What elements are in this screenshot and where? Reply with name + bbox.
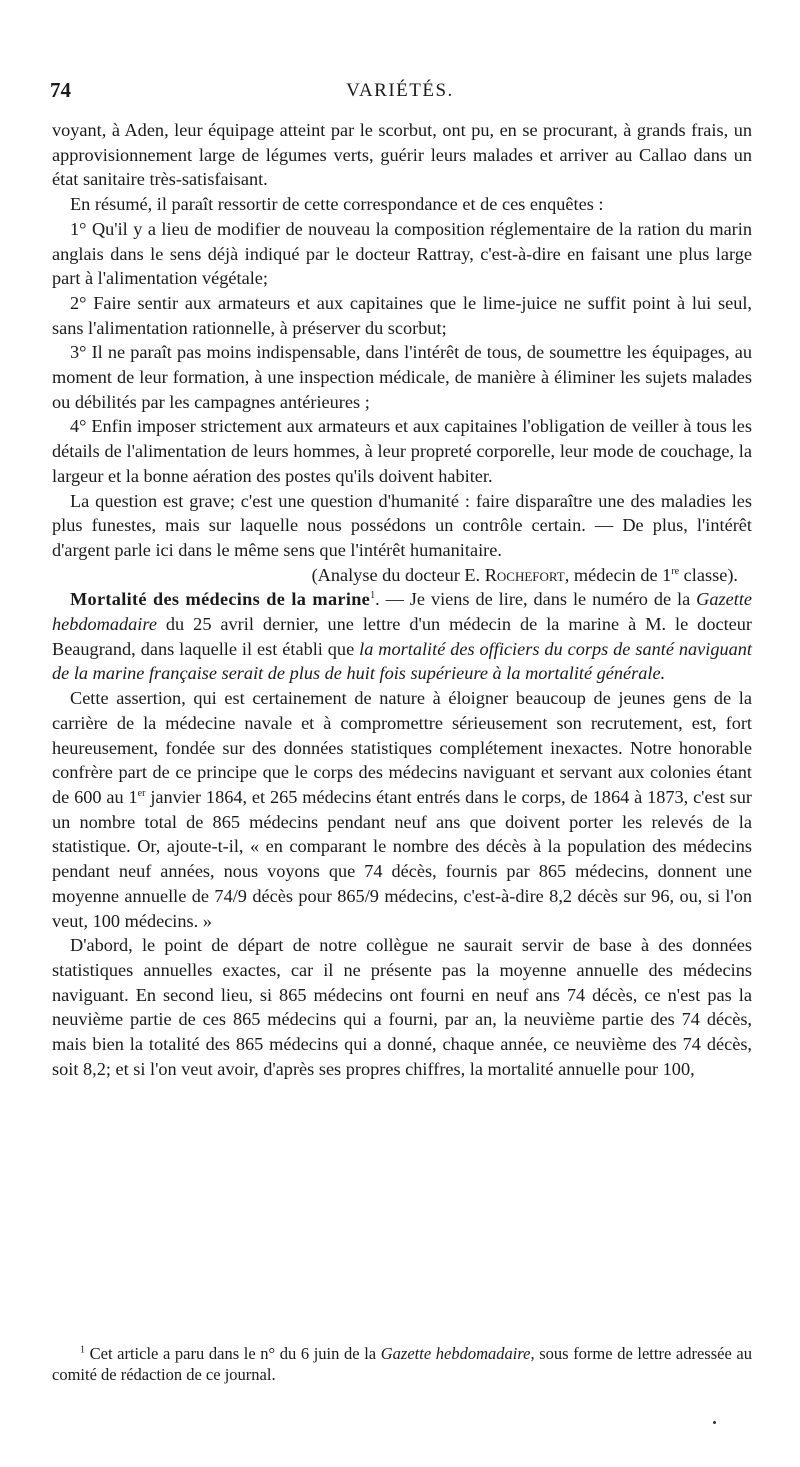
analysis-signature [52, 563, 752, 588]
running-head: VARIÉTÉS. [346, 80, 454, 101]
list-number: 3° [70, 342, 87, 363]
assertion-text: Cette assertion, qui est certainement de nature à éloigner beaucoup de jeunes gens de la carrière de la médecine navale et à compromettre sérieusement son recrutement, est, fort heureusement, fondée sur des données statistiques complétement inexactes. Notre honorable confrère part de ce principe que le corps des médecins naviguant et servant aux colonies étant de 600 au 1 [52, 688, 752, 807]
page-header [0, 0, 800, 110]
paragraph-section-mortalite [52, 587, 752, 686]
footnote-mark: 1 [80, 1344, 85, 1356]
list-text: Qu'il y a lieu de modifier de nouveau la composition réglementaire de la ration du marin anglais dans le sens déjà indiqué par le docteur Rattray, c'est-à-dire en faisant une plus large part à l'alimentation végétale; [52, 218, 752, 289]
journal-title: Gazette hebdomadaire [52, 589, 753, 635]
list-item-2 [52, 291, 752, 340]
list-number: 2° [70, 292, 87, 313]
footnote-text: Cet article a paru dans le n° du 6 juin de la [85, 1344, 381, 1363]
page-number: 74 [50, 78, 71, 102]
list-item-4 [52, 414, 752, 488]
signature-end: classe). [679, 564, 738, 585]
signature-prefix: (Analyse du docteur E. [311, 564, 485, 585]
ink-speck [713, 1421, 716, 1424]
list-number: 1° [70, 218, 87, 239]
footnote [52, 1343, 752, 1385]
section-middle-text: du 25 avril dernier, une lettre d'un médecin de la marine à M. le docteur Beaugrand, dans laquelle il est établi que [52, 614, 752, 659]
footnote-journal-title: Gazette hebdomadaire [380, 1344, 531, 1363]
list-text: Enfin imposer strictement aux armateurs et aux capitaines l'obligation de veiller à tous les détails de l'alimentation de leurs hommes, à leur propreté corporelle, leur mode de couchage, la largeur et la bonne aération des postes qu'ils doivent habiter. [52, 416, 752, 486]
list-item-3 [52, 340, 752, 414]
paragraph-assertion [52, 686, 752, 933]
list-text: Il ne paraît pas moins indispensable, dans l'intérêt de tous, de soumettre les équipages, au moment de leur formation, à une inspection médicale, de manière à éliminer les sujets malades ou débilités par les campagnes antérieures ; [52, 342, 752, 412]
footnote-text-end: , sous forme de lettre adressée au comité de rédaction de ce journal. [52, 1344, 752, 1384]
paragraph-continuation: voyant, à Aden, leur équipage atteint par le scorbut, ont pu, en se procurant, à grands frais, un approvisionnement large de légumes verts, guérir leurs malades et arriver au Callao dans un état sanitaire très-satisfaisant. [52, 120, 752, 190]
list-text: Faire sentir aux armateurs et aux capitaines que le lime-juice ne suffit point à lui seul, sans l'alimentation rationnelle, à préserver du scorbut; [52, 292, 752, 338]
page-body [52, 118, 752, 1081]
italic-quote: la mortalité des officiers du corps de santé naviguant de la marine française serait de plus de huit fois supérieure à la mortalité générale. [52, 638, 752, 684]
signature-superscript: re [671, 565, 680, 577]
paragraph-dabord: D'abord, le point de départ de notre collègue ne saurait servir de base à des données statistiques annuelles exactes, car il ne présente pas la moyenne annuelle des médecins naviguant. En second lieu, si 865 médecins ont fourni en neuf ans 74 décès, ce n'est pas la neuvième partie de ces 865 médecins qui a fourni, par an, la neuvième partie des 74 décès, mais bien la totalité des 865 médecins qui a donné, chaque année, ce neuvième des 74 décès, soit 8,2; et si l'on veut avoir, d'après ses propres chiffres, la mortalité annuelle pour 100, [52, 935, 752, 1079]
footnote-reference: 1 [370, 590, 376, 602]
paragraph-question-grave: La question est grave; c'est une question d'humanité : faire disparaître une des maladies les plus funestes, mais sur laquelle nous possédons un contrôle certain. — De plus, l'intérêt d'argent parle ici dans le même sens que l'intérêt humanitaire. [52, 490, 752, 560]
list-number: 4° [70, 416, 87, 437]
list-item-1 [52, 217, 752, 291]
section-lead-text: . — Je viens de lire, dans le numéro de la [375, 589, 697, 610]
signature-role: , médecin de 1 [564, 564, 672, 585]
assertion-text-cont: janvier 1864, et 265 médecins étant entrés dans le corps, de 1864 à 1873, c'est sur un nombre total de 865 médecins pendant neuf ans que doivent porter les relevés de la statistique. Or, ajoute-t-il, « en comparant le nombre des décès à la population des médecins pendant neuf années, nous voyons que 74 décès, fournis par 865 médecins, donnent une moyenne annuelle de 74/9 décès pour 865/9 médecins, c'est-à-dire 8,2 décès sur 96, ou, si l'on veut, 100 médecins. » [52, 786, 752, 931]
section-title: Mortalité des médecins de la marine [70, 589, 371, 610]
signature-name: Rochefort [484, 564, 565, 585]
ordinal-superscript: er [137, 787, 146, 799]
paragraph-summary-intro: En résumé, il paraît ressortir de cette correspondance et de ces enquêtes : [70, 194, 604, 215]
